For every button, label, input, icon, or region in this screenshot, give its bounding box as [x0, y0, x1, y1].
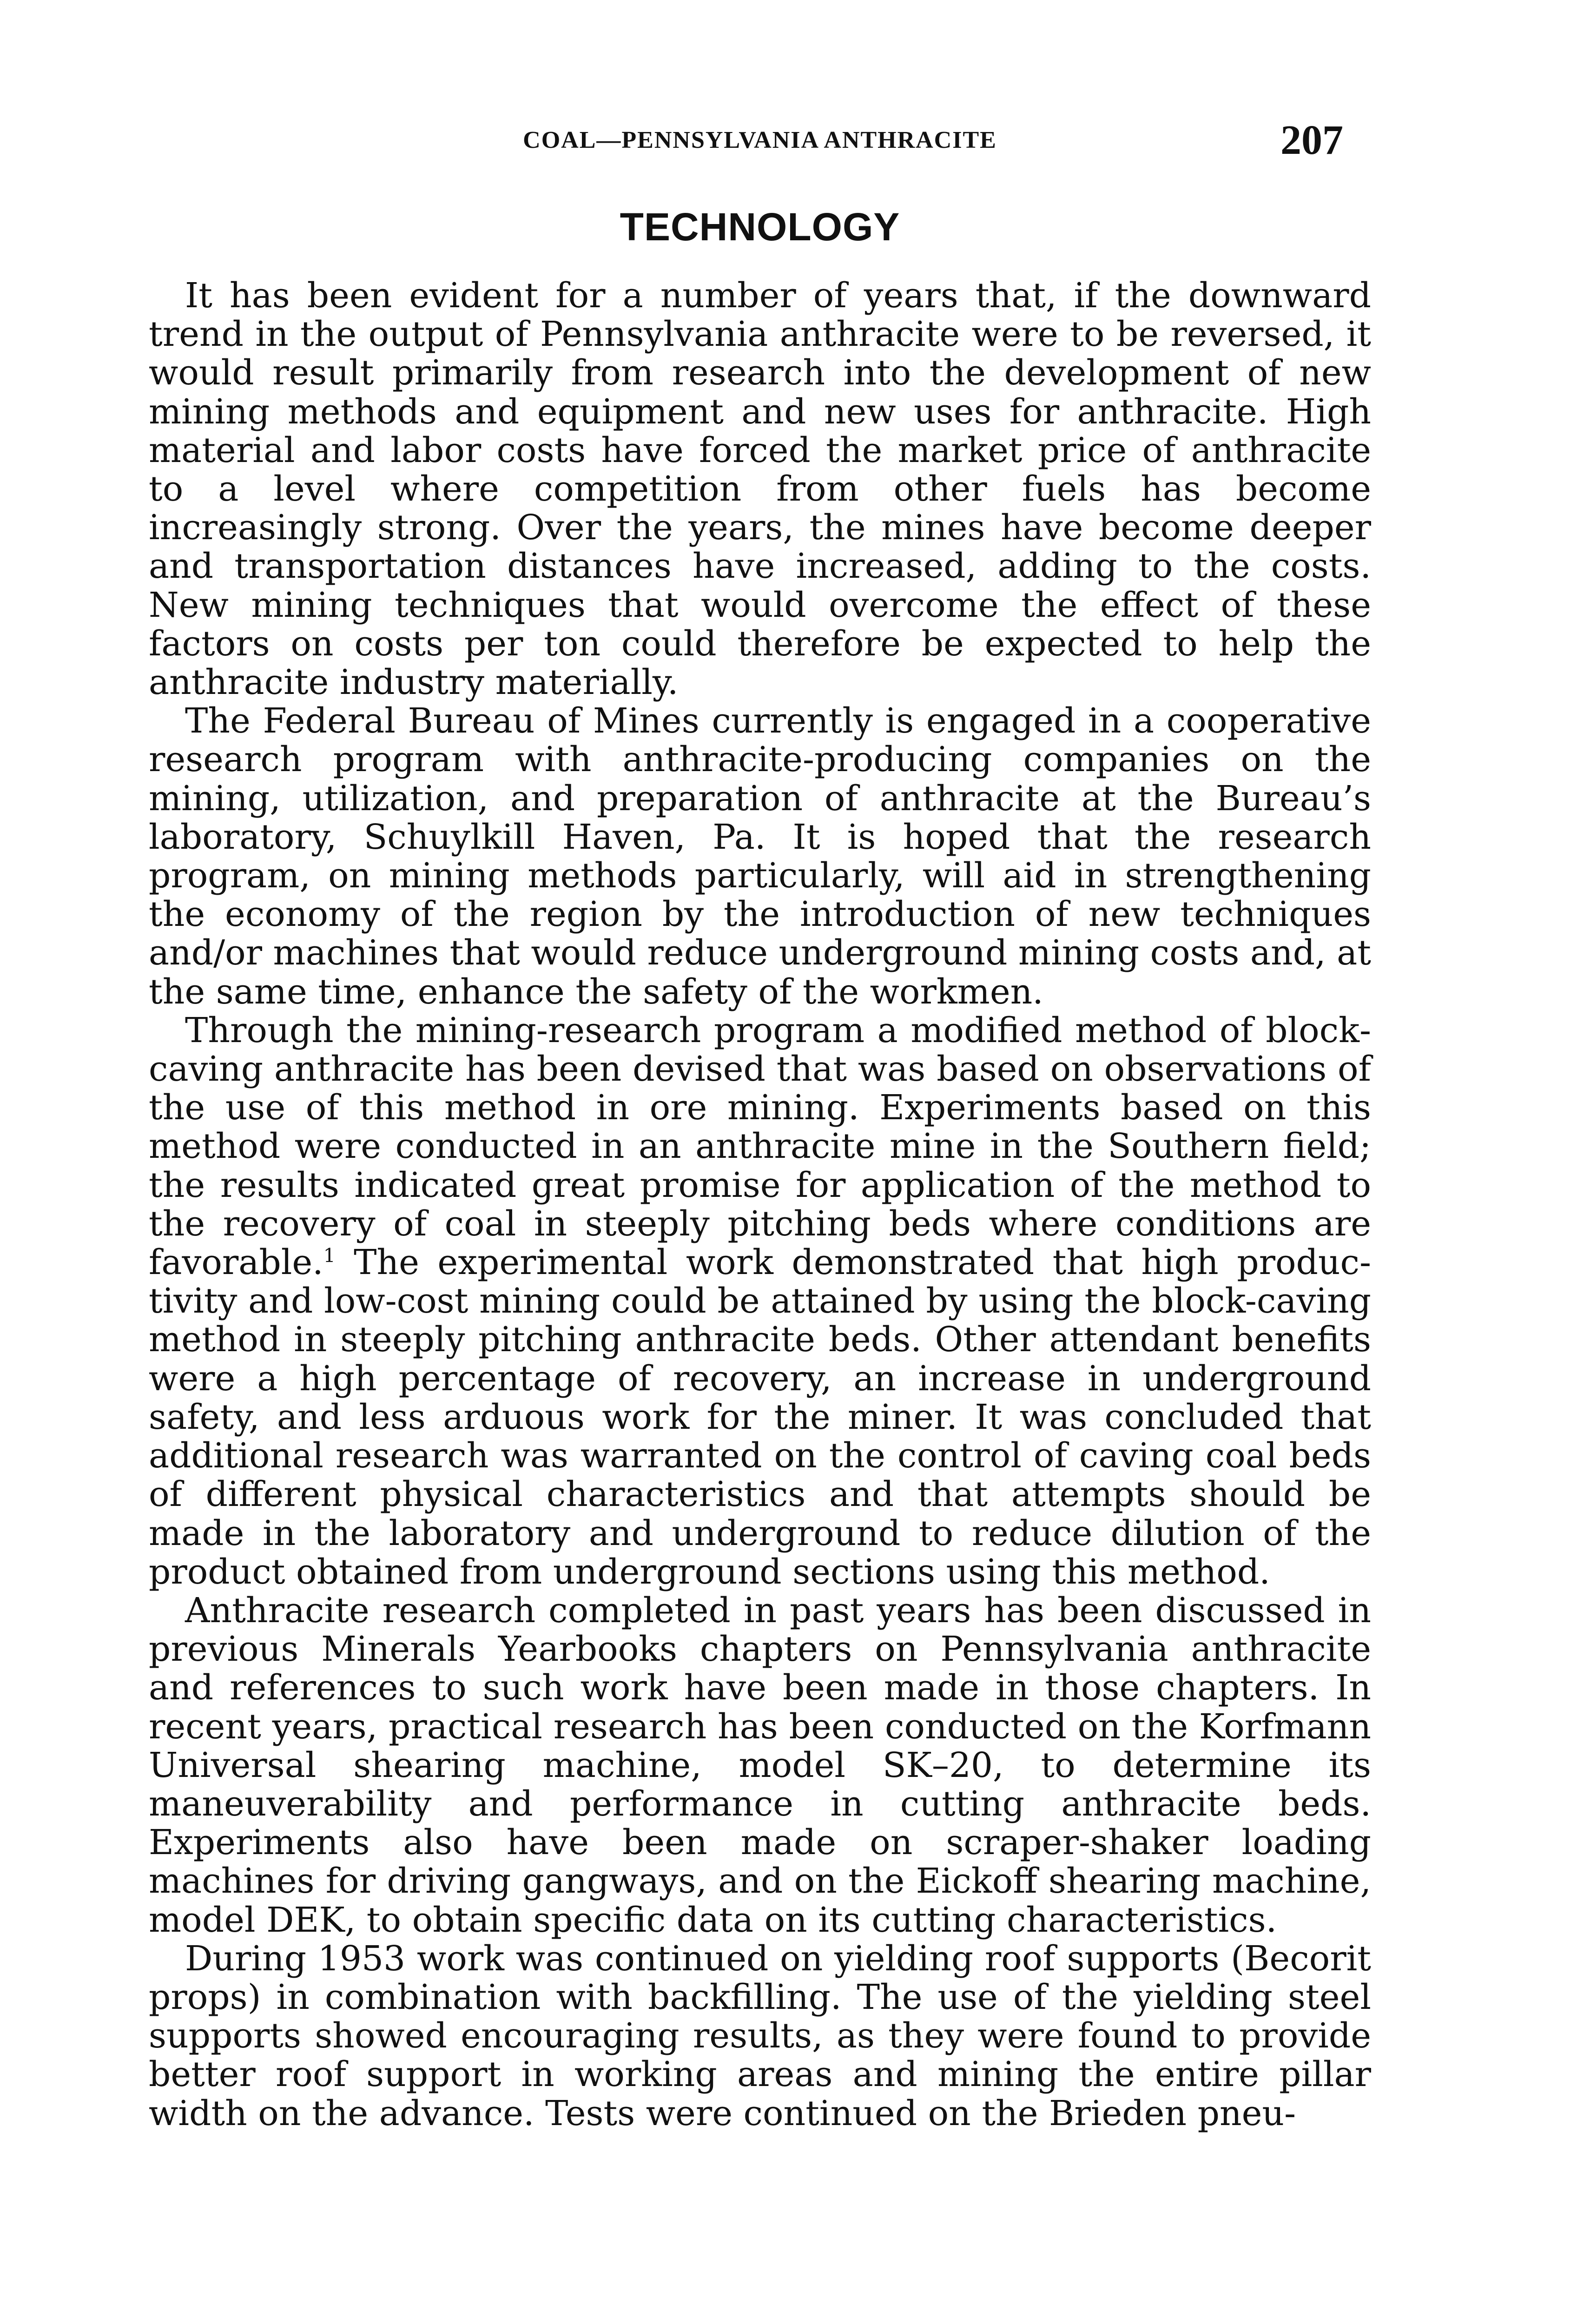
paragraph [149, 1011, 1371, 1591]
section-title: TECHNOLOGY [620, 205, 900, 249]
running-head: COAL—PENNSYLVANIA ANTHRACITE [523, 127, 997, 153]
paragraph: It has been evident for a number of years that, if the downward trend in the output of Pennsylvania anthracite were to be reversed, it would result primarily from research into the development of new mining methods and equipment and new uses for anthracite. High material and labor costs have forced the market price of anthracite to a level where competition from other fuels has become increasingly strong. Over the years, the mines have become deeper and transportation distances have increased, adding to the costs. New mining techniques that would overcome the effect of these factors on costs per ton could therefore be expected to help the anthracite industry materially. [149, 276, 1371, 703]
page-number: 207 [1280, 117, 1343, 163]
paragraph: During 1953 work was continued on yielding roof supports (Becorit props) in combination with backfilling. The use of the yielding steel supports showed encouraging results, as they were found to provide better roof support in working areas and mining the entire pillar width on the advance. Tests were continued on the Brieden pneu- [149, 1938, 1371, 2133]
paragraph-text: The experimental work demonstrated that high productivity and low-cost mining could be attained by using the block-caving method in steeply pitching anthracite beds. Other attendant benefits were a high percentage of recovery, an increase in underground safety, and less arduous work for the miner. It was concluded that additional research was warranted on the control of caving coal beds of different physical characteristics and that attempts should be made in the laboratory and underground to reduce dilution of the product obtained from underground sections using this method. [149, 1242, 1371, 1592]
body-text [149, 277, 1371, 2133]
paragraph: Anthracite research completed in past years has been discussed in previous Minerals Yearbooks chapters on Pennsylvania anthracite and references to such work have been made in those chapters. In recent years, practical research has been conducted on the Korfmann Universal shearing machine, model SK–20, to determine its maneuverability and performance in cutting anthracite beds. Experiments also have been made on scraper-shaker loading machines for driving gangways, and on the Eickoff shearing machine, model DEK, to obtain specific data on its cutting characteristics. [149, 1590, 1371, 1940]
paragraph [149, 702, 1371, 1011]
paragraph-text: The Federal Bureau of Mines currently is engaged in a cooperative research program with anthracite-producing companies on the mining, utilization, and preparation of anthracite at the Bureau’s laboratory, Schuylkill Haven, Pa. It is hoped that the research program, on mining methods particularly, will aid in strengthening the economy of the region by the introduction of new techniques and/or machines that would reduce underground mining costs and, at the same time, enhance the safety of the workmen. [149, 701, 1371, 1012]
paragraph-text: Through the mining-research program a modified method of blockcaving anthracite has been devised that was based on observations of the use of this method in ore mining. Experiments based on this method were conducted in an anthracite mine in the Southern field; the results indicated great promise for application of the method to the recovery of coal in steeply pitching beds where conditions are favorable. [149, 1010, 1371, 1283]
footnote-reference[interactable]: 1 [323, 1244, 336, 1267]
